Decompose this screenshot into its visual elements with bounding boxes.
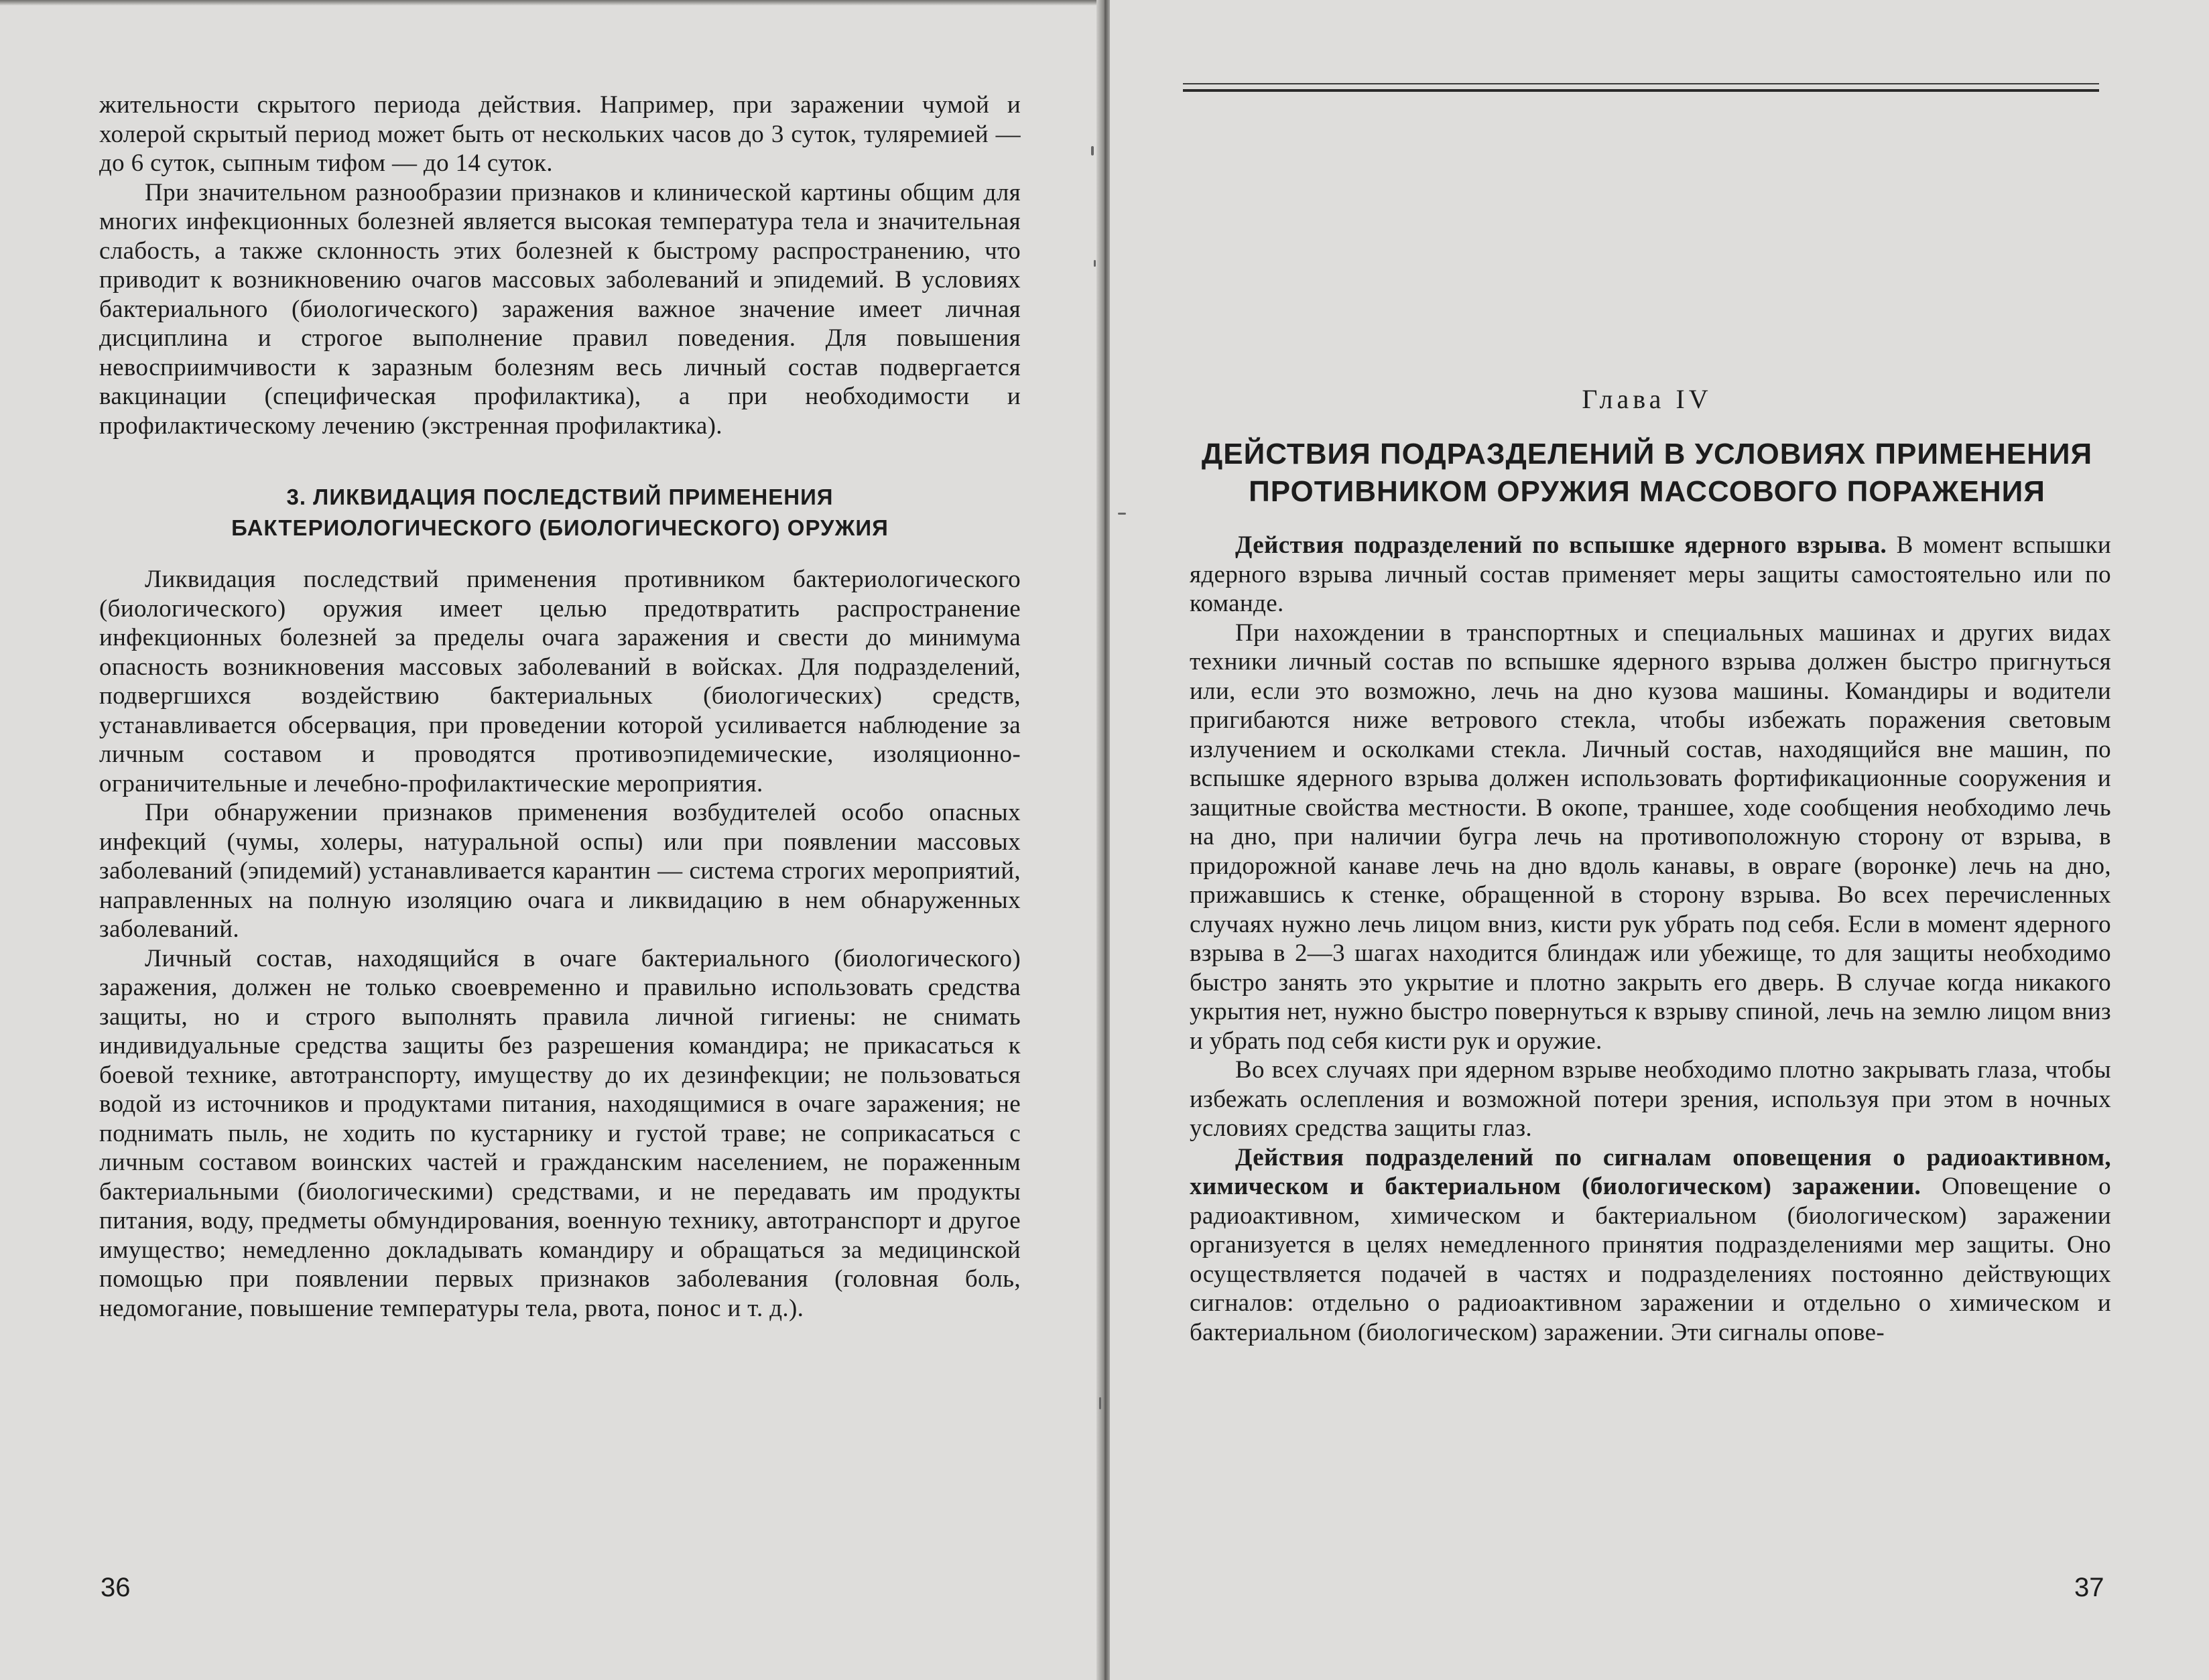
page-number-right: 37 — [2074, 1573, 2104, 1602]
right-page-text — [1190, 531, 2111, 1347]
paragraph — [1190, 1143, 2111, 1348]
page-number-left: 36 — [101, 1573, 131, 1602]
paragraph: Личный состав, находящийся в очаге бактериального (биологического) заражения, должен не только своевременно и правильно использовать средства защиты, но и строго выполнять правила личной гигиены: не снимать индивидуальные средства защиты без разрешения командира; не прикасаться к боевой технике, автотранспорту, имуществу до их дезинфекции; не пользоваться водой из источников и продуктами питания, находящимися в очаге заражения; не поднимать пыль, не ходить по кустарнику и густой траве; не соприкасаться с личным составом воинских частей и гражданским населением, не пораженным бактериальными (биологическими) средствами, и не передавать им продукты питания, воду, предметы обмундирования, военную технику, автотранспорт и другое имущество; немедленно докладывать командиру и обращаться за медицинской помощью при появлении первых признаков заболевания (головная боль, недомогание, повышение температуры тела, рвота, понос и т. д.). — [99, 944, 1021, 1322]
paragraph: Во всех случаях при ядерном взрыве необходимо плотно закрывать глаза, чтобы избежать ослепления и возможной потери зрения, используя при этом в ночных условиях средства защиты глаз. — [1190, 1056, 2111, 1142]
paragraph: При значительном разнообразии признаков и клинической картины общим для многих инфекционных болезней является высокая температура тела и значительная слабость, а также склонность этих болезней к быстрому распространению, что приводит к возникновению очагов массовых заболеваний и эпидемий. В условиях бактериального (биологического) заражения важное значение имеет личная дисциплина и строгое выполнение правил поведения. Для повышения невосприимчивости к заразным болезням весь личный состав подвергается вакцинации (специфическая профилактика), а при необходимости и профилактическому лечению (экстренная профилактика). — [99, 178, 1021, 440]
paragraph: При обнаружении признаков применения возбудителей особо опасных инфекций (чумы, холеры, натуральной оспы) или при появлении массовых заболеваний (эпидемий) устанавливается карантин — система строгих мероприятий, направленных на полную изоляцию очага и ликвидацию в нем обнаруженных заболеваний. — [99, 799, 1021, 943]
chapter-title — [1183, 436, 2111, 511]
paragraph-lead: Действия подразделений по вспышке ядерного взрыва. — [1235, 531, 1887, 559]
print-speck — [1118, 513, 1126, 515]
left-page — [0, 0, 1099, 1680]
paragraph — [1190, 531, 2111, 619]
section-title-line: 3. ЛИКВИДАЦИЯ ПОСЛЕДСТВИЙ ПРИМЕНЕНИЯ — [286, 484, 834, 509]
print-speck — [1094, 260, 1096, 267]
print-speck — [1091, 146, 1094, 155]
chapter-title-line: ПРОТИВНИКОМ ОРУЖИЯ МАССОВОГО ПОРАЖЕНИЯ — [1249, 475, 2045, 508]
paragraph-text: В момент вспышки ядерного взрыва личный состав применяет меры защиты самостоятельно или по команде. — [1190, 531, 2111, 617]
section-title-line: БАКТЕРИОЛОГИЧЕСКОГО (БИОЛОГИЧЕСКОГО) ОРУЖИЯ — [231, 515, 889, 540]
paragraph: При нахождении в транспортных и специальных машинах и других видах техники личный состав по вспышке ядерного взрыва должен быстро пригнуться или, если это возможно, лечь на дно кузова машины. Командиры и водители пригибаются ниже ветрового стекла, чтобы избежать поражения световым излучением и осколками стекла. Личный состав, находящийся вне машин, по вспышке ядерного взрыва должен использовать фортификационные сооружения и защитные свойства местности. В окопе, траншее, ходе сообщения необходимо лечь на дно, при наличии бугра лечь на противоположную сторону от взрыва, в придорожной канаве лечь на дно вдоль канавы, в овраге (воронке) лечь на дно, прижавшись к стенке, обращенной в сторону взрыва. Во всех перечисленных случаях нужно лечь лицом вниз, кисти рук убрать под себя. Если в момент ядерного взрыва в 2—3 шагах находится блиндаж или убежище, то для защиты необходимо быстро занять это укрытие и плотно закрыть его дверь. В случае когда никакого укрытия нет, нужно быстро повернуться к взрыву спиной, лечь на землю лицом вниз и убрать под себя кисти рук и оружие. — [1190, 619, 2111, 1055]
header-rule — [1183, 83, 2099, 84]
paragraph-lead: Действия подразделений по сигналам оповещения о радиоактивном, химическом и бактериальном (биологическом) заражении. — [1190, 1143, 2111, 1200]
header-rule — [1183, 89, 2099, 92]
paragraph-text: Оповещение о радиоактивном, химическом и бактериальном (биологическом) заражении организуется в целях немедленного принятия подразделениями мер защиты. Оно осуществляется подачей в частях и подразделениях постоянно действующих сигналов: отдельно о радиоактивном заражении и отдельно о химическом и бактериальном (биологическом) заражении. Эти сигналы опове- — [1190, 1173, 2112, 1346]
chapter-title-line: ДЕЙСТВИЯ ПОДРАЗДЕЛЕНИЙ В УСЛОВИЯХ ПРИМЕНЕНИЯ — [1201, 438, 2093, 470]
chapter-label: Глава IV — [1582, 384, 1712, 414]
print-speck — [1099, 1397, 1101, 1409]
header-rules — [1183, 83, 2099, 92]
left-page-text — [99, 90, 1021, 1323]
page-top-edge — [0, 0, 1099, 5]
paragraph: Ликвидация последствий применения противником бактериологического (биологического) оружия имеет целью предотвратить распространение инфекционных болезней за пределы очага заражения и свести до минимума опасность возникновения массовых заболеваний в войсках. Для подразделений, подвергшихся воздействию бактериальных (биологических) средств, устанавливается обсервация, при проведении которой усиливается наблюдение за личным составом и проводятся противоэпидемические, изоляционно-ограничительные и лечебно-профилактические мероприятия. — [99, 566, 1021, 797]
section-title — [99, 482, 1021, 543]
paragraph: жительности скрытого периода действия. Например, при заражении чумой и холерой скрытый период может быть от нескольких часов до 3 суток, туляремией — до 6 суток, сыпным тифом — до 14 суток. — [99, 91, 1021, 177]
